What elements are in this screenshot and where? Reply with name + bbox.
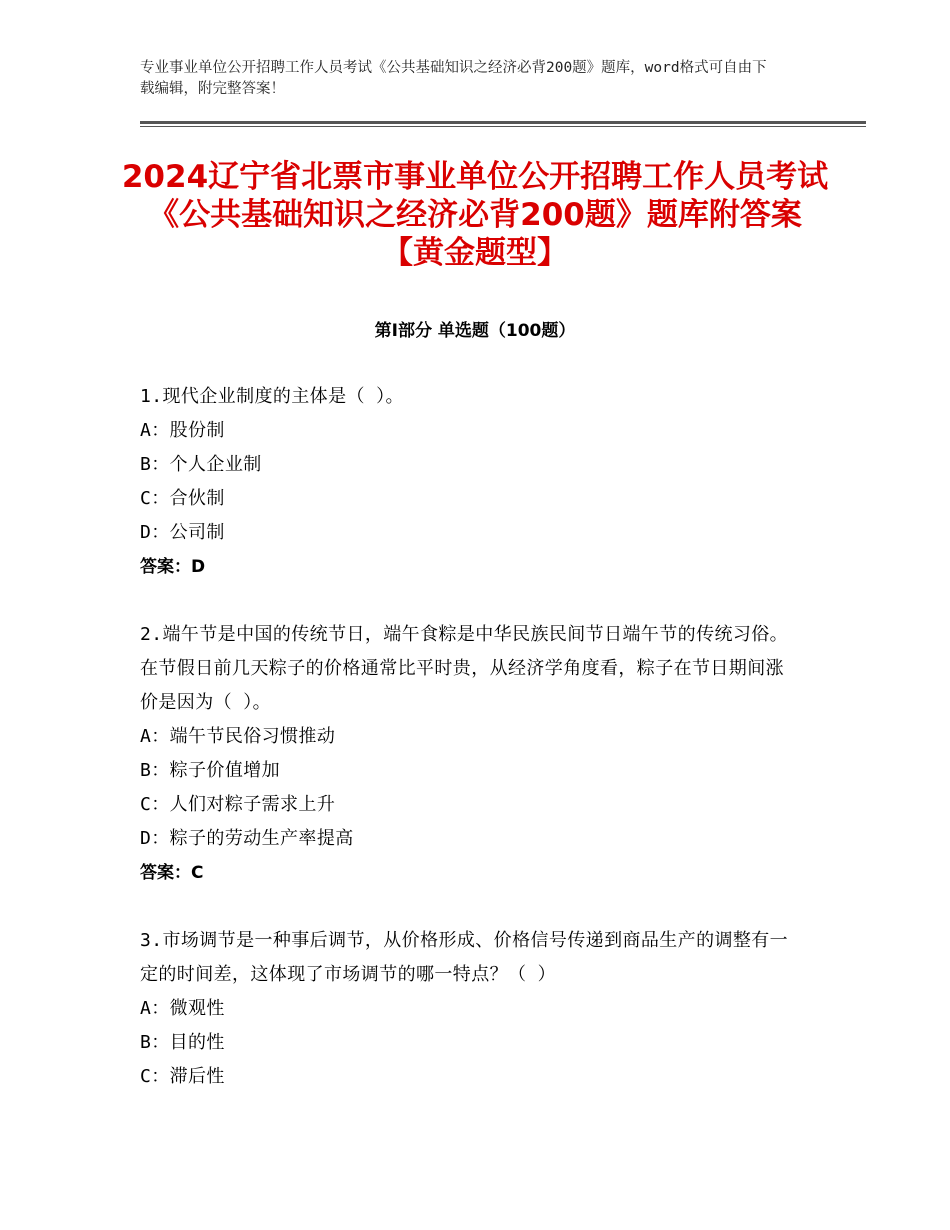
option-c: C：滞后性 bbox=[140, 1066, 225, 1087]
question-3 bbox=[140, 924, 800, 1094]
answer-label: 答案：D bbox=[140, 557, 206, 577]
option-a: A：端午节民俗习惯推动 bbox=[140, 726, 336, 747]
question-list bbox=[140, 380, 800, 1128]
header-divider-thick bbox=[140, 121, 866, 124]
section-heading: 第Ⅰ部分 单选题（100题） bbox=[374, 321, 576, 341]
question-stem: 2.端午节是中国的传统节日，端午食粽是中华民族民间节日端午节的传统习俗。在节假日前几天粽子的价格通常比平时贵，从经济学角度看，粽子在节日期间涨价是因为（ ）。 bbox=[140, 624, 789, 713]
question-1 bbox=[140, 380, 800, 584]
option-a: A：股份制 bbox=[140, 420, 225, 441]
option-c: C：合伙制 bbox=[140, 488, 225, 509]
option-b: B：个人企业制 bbox=[140, 454, 262, 475]
option-c: C：人们对粽子需求上升 bbox=[140, 794, 336, 815]
option-b: B：目的性 bbox=[140, 1032, 225, 1053]
page-title: 2024辽宁省北票市事业单位公开招聘工作人员考试《公共基础知识之经济必背200题》题库附答案【黄金题型】 bbox=[121, 159, 829, 271]
option-b: B：粽子价值增加 bbox=[140, 760, 281, 781]
answer-label: 答案：C bbox=[140, 863, 204, 883]
header-note: 专业事业单位公开招聘工作人员考试《公共基础知识之经济必背200题》题库，word格式可自由下载编辑，附完整答案！ bbox=[140, 60, 767, 97]
question-2 bbox=[140, 618, 800, 890]
option-d: D：粽子的劳动生产率提高 bbox=[140, 828, 354, 849]
option-a: A：微观性 bbox=[140, 998, 225, 1019]
question-stem: 1.现代企业制度的主体是（ ）。 bbox=[140, 386, 404, 407]
question-stem: 3.市场调节是一种事后调节，从价格形成、价格信号传递到商品生产的调整有一定的时间差，这体现了市场调节的哪一特点？（ ） bbox=[140, 930, 789, 985]
header-divider-thin bbox=[140, 126, 866, 127]
option-d: D：公司制 bbox=[140, 522, 225, 543]
